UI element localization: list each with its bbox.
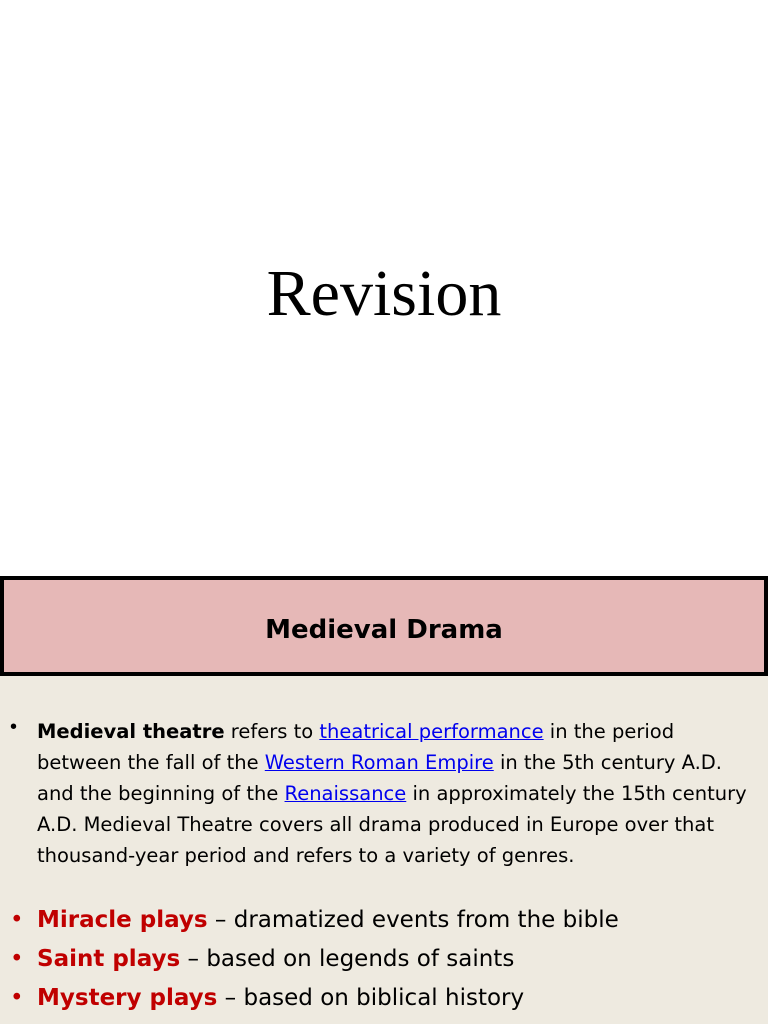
genre-item: [0, 943, 768, 982]
intro-bullet-row: [0, 716, 768, 871]
genre-term: Miracle plays: [37, 907, 208, 933]
paragraph-text-1: refers to: [224, 720, 320, 743]
link-western-roman-empire[interactable]: Western Roman Empire: [264, 751, 494, 774]
content-slide: [0, 576, 768, 1024]
slide-title: Revision: [266, 257, 502, 330]
paragraph-text-3: in the 5th century A.D. and the beginning of the: [37, 751, 722, 805]
paragraph-text-4: in approximately the 15th century A.D. Medieval Theatre covers all drama produced in Europe over that thousand-year period and refers to a variety of genres.: [37, 782, 747, 867]
bullet-icon: •: [10, 716, 18, 738]
genre-description: – based on legends of saints: [180, 946, 515, 972]
genre-item: [0, 904, 768, 943]
genre-term: Saint plays: [37, 946, 181, 972]
bullet-icon: •: [10, 946, 24, 972]
slide-header-band: [0, 576, 768, 676]
intro-paragraph: [0, 716, 768, 871]
genre-list: [0, 904, 768, 1021]
genre-term: Mystery plays: [37, 985, 218, 1011]
lead-term: Medieval theatre: [37, 720, 225, 743]
bullet-icon: •: [10, 907, 24, 933]
genre-description: – dramatized events from the bible: [207, 907, 619, 933]
paragraph-text-2: in the period between the fall of the: [37, 720, 675, 774]
link-theatrical-performance[interactable]: theatrical performance: [319, 720, 544, 743]
genre-description: – based on biblical history: [217, 985, 525, 1011]
slide-header-title: Medieval Drama: [265, 615, 503, 645]
link-renaissance[interactable]: Renaissance: [284, 782, 407, 805]
bullet-icon: •: [10, 985, 24, 1011]
intro-paragraph-text: [37, 716, 757, 871]
genre-item: [0, 982, 768, 1021]
